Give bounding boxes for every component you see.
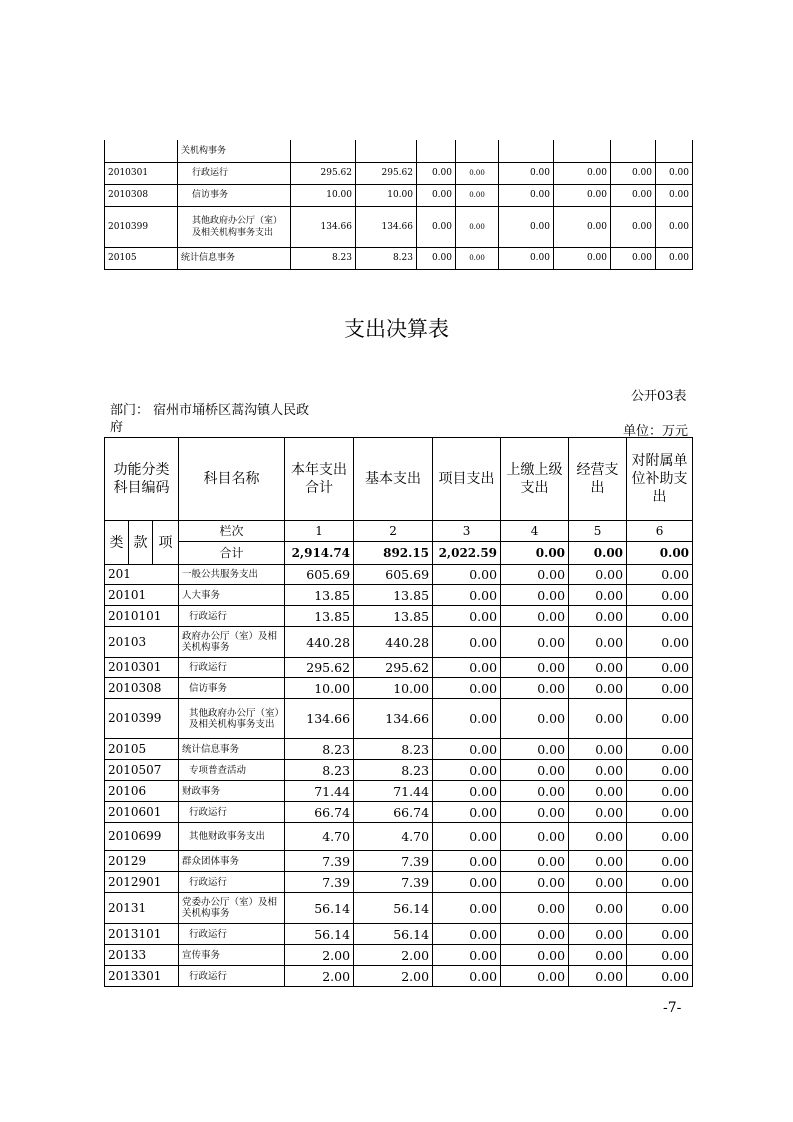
table-row xyxy=(105,585,693,606)
value-cell: 0.00 xyxy=(656,184,693,206)
value-cell: 0.00 xyxy=(417,184,456,206)
value-cell: 134.66 xyxy=(291,206,356,247)
table-row xyxy=(105,606,693,627)
value-cell: 0.00 xyxy=(501,945,569,966)
value-cell: 440.28 xyxy=(285,627,354,658)
sub-header-kuan: 款 xyxy=(129,521,153,565)
value-cell: 0.00 xyxy=(627,678,693,699)
value-cell: 0.00 xyxy=(627,606,693,627)
value-cell: 0.00 xyxy=(627,699,693,739)
value-cell: 0.00 xyxy=(627,658,693,678)
column-index: 1 xyxy=(285,521,354,542)
value-cell: 2.00 xyxy=(285,966,354,987)
value-cell: 0.00 xyxy=(627,966,693,987)
table-row xyxy=(105,851,693,872)
value-cell: 0.00 xyxy=(417,247,456,269)
value-cell: 440.28 xyxy=(354,627,433,658)
value-cell: 605.69 xyxy=(285,565,354,585)
value-cell: 10.00 xyxy=(356,184,417,206)
value-cell: 0.00 xyxy=(569,872,627,893)
value-cell xyxy=(611,140,656,162)
value-cell: 0.00 xyxy=(554,162,611,184)
name-cell: 群众团体事务 xyxy=(179,851,285,872)
value-cell: 71.44 xyxy=(285,781,354,802)
value-cell: 7.39 xyxy=(354,872,433,893)
table-row xyxy=(105,893,693,924)
value-cell: 0.00 xyxy=(611,162,656,184)
total-value: 0.00 xyxy=(627,542,693,565)
value-cell: 0.00 xyxy=(656,206,693,247)
value-cell xyxy=(656,140,693,162)
value-cell: 0.00 xyxy=(627,802,693,823)
value-cell: 13.85 xyxy=(354,606,433,627)
value-cell: 0.00 xyxy=(611,206,656,247)
page-title: 支出决算表 xyxy=(344,317,449,341)
value-cell: 0.00 xyxy=(433,823,501,851)
total-value: 0.00 xyxy=(501,542,569,565)
sub-header-lei: 类 xyxy=(105,521,129,565)
value-cell: 0.00 xyxy=(499,184,554,206)
column-index: 6 xyxy=(627,521,693,542)
value-cell: 0.00 xyxy=(569,823,627,851)
value-cell: 295.62 xyxy=(356,162,417,184)
code-cell: 2010507 xyxy=(105,760,179,781)
table-row xyxy=(105,184,693,206)
value-cell: 4.70 xyxy=(354,823,433,851)
value-cell: 0.00 xyxy=(569,781,627,802)
header-name: 科目名称 xyxy=(179,438,285,521)
name-cell: 行政运行 xyxy=(179,966,285,987)
name-cell: 行政运行 xyxy=(179,872,285,893)
value-cell: 0.00 xyxy=(627,823,693,851)
value-cell: 66.74 xyxy=(285,802,354,823)
value-cell: 0.00 xyxy=(627,781,693,802)
value-cell: 0.00 xyxy=(569,699,627,739)
code-cell: 201 xyxy=(105,565,179,585)
table-row xyxy=(105,247,693,269)
unit-label: 单位：万元 xyxy=(623,424,689,439)
table-row xyxy=(105,823,693,851)
value-cell: 2.00 xyxy=(285,945,354,966)
value-cell: 0.00 xyxy=(627,760,693,781)
value-cell: 56.14 xyxy=(354,893,433,924)
code-cell: 20105 xyxy=(105,739,179,760)
table-row xyxy=(105,924,693,945)
value-cell: 0.00 xyxy=(456,247,499,269)
value-cell: 0.00 xyxy=(627,627,693,658)
code-cell: 2010308 xyxy=(105,184,178,206)
total-value: 2,914.74 xyxy=(285,542,354,565)
name-cell: 行政运行 xyxy=(179,924,285,945)
value-cell: 8.23 xyxy=(354,739,433,760)
form-number: 公开03表 xyxy=(631,389,687,404)
value-cell: 0.00 xyxy=(569,760,627,781)
name-cell: 关机构事务 xyxy=(178,140,291,162)
code-cell: 2010308 xyxy=(105,678,179,699)
value-cell: 0.00 xyxy=(501,893,569,924)
code-cell: 2010699 xyxy=(105,823,179,851)
value-cell xyxy=(554,140,611,162)
name-cell: 信访事务 xyxy=(179,678,285,699)
expenditure-table xyxy=(104,437,693,987)
column-index: 5 xyxy=(569,521,627,542)
value-cell: 0.00 xyxy=(611,247,656,269)
value-cell: 0.00 xyxy=(499,206,554,247)
code-cell: 2013301 xyxy=(105,966,179,987)
name-cell: 人大事务 xyxy=(179,585,285,606)
code-cell: 2013101 xyxy=(105,924,179,945)
table-row xyxy=(105,162,693,184)
value-cell xyxy=(356,140,417,162)
value-cell: 0.00 xyxy=(501,781,569,802)
value-cell: 0.00 xyxy=(569,893,627,924)
column-index: 3 xyxy=(433,521,501,542)
value-cell: 0.00 xyxy=(456,184,499,206)
value-cell: 0.00 xyxy=(627,924,693,945)
header-total: 本年支出合计 xyxy=(285,438,354,521)
value-cell: 0.00 xyxy=(554,184,611,206)
code-cell xyxy=(105,140,178,162)
value-cell: 0.00 xyxy=(501,699,569,739)
table-row xyxy=(105,966,693,987)
name-cell: 统计信息事务 xyxy=(178,247,291,269)
value-cell: 0.00 xyxy=(501,627,569,658)
value-cell: 0.00 xyxy=(569,627,627,658)
table-row xyxy=(105,781,693,802)
value-cell: 0.00 xyxy=(501,851,569,872)
value-cell: 7.39 xyxy=(285,872,354,893)
value-cell: 0.00 xyxy=(501,924,569,945)
value-cell: 295.62 xyxy=(285,658,354,678)
table-row xyxy=(105,678,693,699)
code-cell: 2010399 xyxy=(105,699,179,739)
value-cell: 8.23 xyxy=(356,247,417,269)
code-cell: 20103 xyxy=(105,627,179,658)
table-row xyxy=(105,802,693,823)
code-cell: 20131 xyxy=(105,893,179,924)
page-number: -7- xyxy=(663,1000,682,1016)
value-cell: 8.23 xyxy=(285,760,354,781)
value-cell: 2.00 xyxy=(354,945,433,966)
header-remit: 上缴上级支出 xyxy=(501,438,569,521)
value-cell: 13.85 xyxy=(285,585,354,606)
name-cell: 行政运行 xyxy=(179,802,285,823)
table-row xyxy=(105,627,693,658)
value-cell: 0.00 xyxy=(433,802,501,823)
code-cell: 2010399 xyxy=(105,206,178,247)
value-cell: 0.00 xyxy=(433,924,501,945)
column-index: 4 xyxy=(501,521,569,542)
value-cell: 0.00 xyxy=(433,781,501,802)
value-cell: 0.00 xyxy=(627,945,693,966)
value-cell: 0.00 xyxy=(433,606,501,627)
value-cell: 0.00 xyxy=(569,966,627,987)
value-cell: 0.00 xyxy=(433,627,501,658)
code-cell: 2010301 xyxy=(105,162,178,184)
value-cell: 0.00 xyxy=(627,893,693,924)
value-cell: 0.00 xyxy=(569,678,627,699)
value-cell: 0.00 xyxy=(433,872,501,893)
value-cell: 0.00 xyxy=(433,760,501,781)
column-index-label: 栏次 xyxy=(179,521,285,542)
value-cell: 0.00 xyxy=(433,658,501,678)
total-value: 0.00 xyxy=(569,542,627,565)
code-cell: 2010301 xyxy=(105,658,179,678)
value-cell: 0.00 xyxy=(433,678,501,699)
value-cell: 0.00 xyxy=(569,945,627,966)
code-cell: 20129 xyxy=(105,851,179,872)
value-cell: 0.00 xyxy=(499,162,554,184)
value-cell: 0.00 xyxy=(569,658,627,678)
code-cell: 2012901 xyxy=(105,872,179,893)
value-cell: 0.00 xyxy=(656,162,693,184)
value-cell: 0.00 xyxy=(501,606,569,627)
value-cell: 8.23 xyxy=(354,760,433,781)
value-cell: 0.00 xyxy=(433,851,501,872)
name-cell: 其他政府办公厅（室）及相关机构事务支出 xyxy=(179,699,285,739)
value-cell: 0.00 xyxy=(569,565,627,585)
value-cell: 66.74 xyxy=(354,802,433,823)
value-cell: 0.00 xyxy=(417,206,456,247)
value-cell: 10.00 xyxy=(291,184,356,206)
value-cell: 134.66 xyxy=(285,699,354,739)
value-cell xyxy=(456,140,499,162)
header-project: 项目支出 xyxy=(433,438,501,521)
table-row xyxy=(105,565,693,585)
value-cell: 0.00 xyxy=(501,585,569,606)
value-cell: 0.00 xyxy=(569,924,627,945)
name-cell: 专项普查活动 xyxy=(179,760,285,781)
value-cell xyxy=(291,140,356,162)
value-cell: 0.00 xyxy=(501,872,569,893)
table-row xyxy=(105,945,693,966)
total-value: 2,022.59 xyxy=(433,542,501,565)
value-cell: 10.00 xyxy=(285,678,354,699)
table-row xyxy=(105,872,693,893)
value-cell: 0.00 xyxy=(501,739,569,760)
department-label: 部门： 宿州市埇桥区蒿沟镇人民政府 xyxy=(110,403,310,435)
value-cell: 295.62 xyxy=(291,162,356,184)
value-cell: 0.00 xyxy=(433,945,501,966)
total-label: 合计 xyxy=(179,542,285,565)
name-cell: 宣传事务 xyxy=(179,945,285,966)
value-cell: 56.14 xyxy=(354,924,433,945)
code-cell: 2010101 xyxy=(105,606,179,627)
value-cell: 7.39 xyxy=(285,851,354,872)
value-cell: 0.00 xyxy=(656,247,693,269)
value-cell: 0.00 xyxy=(569,739,627,760)
table-row xyxy=(105,699,693,739)
table-row xyxy=(105,206,693,247)
sub-header-xiang: 项 xyxy=(153,521,179,565)
name-cell: 统计信息事务 xyxy=(179,739,285,760)
value-cell: 0.00 xyxy=(433,739,501,760)
value-cell: 0.00 xyxy=(433,966,501,987)
name-cell: 行政运行 xyxy=(178,162,291,184)
value-cell: 56.14 xyxy=(285,924,354,945)
name-cell: 其他政府办公厅（室）及相关机构事务支出 xyxy=(178,206,291,247)
name-cell: 一般公共服务支出 xyxy=(179,565,285,585)
table-row xyxy=(105,140,693,162)
code-cell: 20133 xyxy=(105,945,179,966)
header-basic: 基本支出 xyxy=(354,438,433,521)
value-cell: 0.00 xyxy=(501,658,569,678)
value-cell: 10.00 xyxy=(354,678,433,699)
value-cell: 8.23 xyxy=(291,247,356,269)
table-row xyxy=(105,739,693,760)
name-cell: 信访事务 xyxy=(178,184,291,206)
value-cell: 0.00 xyxy=(554,247,611,269)
code-cell: 2010601 xyxy=(105,802,179,823)
value-cell: 0.00 xyxy=(611,184,656,206)
value-cell: 0.00 xyxy=(569,851,627,872)
value-cell xyxy=(417,140,456,162)
value-cell: 0.00 xyxy=(501,823,569,851)
header-subsidy: 对附属单位补助支出 xyxy=(627,438,693,521)
value-cell: 0.00 xyxy=(627,851,693,872)
value-cell: 71.44 xyxy=(354,781,433,802)
value-cell: 2.00 xyxy=(354,966,433,987)
name-cell: 行政运行 xyxy=(179,658,285,678)
value-cell: 295.62 xyxy=(354,658,433,678)
code-cell: 20105 xyxy=(105,247,178,269)
value-cell: 0.00 xyxy=(433,565,501,585)
value-cell: 0.00 xyxy=(501,565,569,585)
name-cell: 其他财政事务支出 xyxy=(179,823,285,851)
value-cell: 0.00 xyxy=(433,585,501,606)
value-cell: 7.39 xyxy=(354,851,433,872)
column-index: 2 xyxy=(354,521,433,542)
name-cell: 财政事务 xyxy=(179,781,285,802)
value-cell: 0.00 xyxy=(433,699,501,739)
value-cell: 0.00 xyxy=(501,678,569,699)
continued-table xyxy=(104,140,693,270)
value-cell: 0.00 xyxy=(499,247,554,269)
value-cell: 0.00 xyxy=(456,162,499,184)
value-cell: 134.66 xyxy=(354,699,433,739)
total-value: 892.15 xyxy=(354,542,433,565)
value-cell: 0.00 xyxy=(501,966,569,987)
table-row xyxy=(105,760,693,781)
value-cell: 0.00 xyxy=(456,206,499,247)
header-operating: 经营支出 xyxy=(569,438,627,521)
header-code: 功能分类科目编码 xyxy=(105,438,179,521)
value-cell: 0.00 xyxy=(501,760,569,781)
name-cell: 党委办公厅（室）及相关机构事务 xyxy=(179,893,285,924)
value-cell: 0.00 xyxy=(569,606,627,627)
value-cell: 13.85 xyxy=(285,606,354,627)
value-cell: 4.70 xyxy=(285,823,354,851)
value-cell: 0.00 xyxy=(417,162,456,184)
value-cell: 8.23 xyxy=(285,739,354,760)
value-cell: 134.66 xyxy=(356,206,417,247)
value-cell: 0.00 xyxy=(433,893,501,924)
value-cell: 0.00 xyxy=(627,565,693,585)
table-row xyxy=(105,658,693,678)
value-cell: 0.00 xyxy=(569,802,627,823)
name-cell: 政府办公厅（室）及相关机构事务 xyxy=(179,627,285,658)
value-cell: 0.00 xyxy=(627,872,693,893)
value-cell: 0.00 xyxy=(627,739,693,760)
value-cell: 13.85 xyxy=(354,585,433,606)
value-cell: 0.00 xyxy=(554,206,611,247)
value-cell: 0.00 xyxy=(569,585,627,606)
code-cell: 20101 xyxy=(105,585,179,606)
value-cell: 0.00 xyxy=(627,585,693,606)
value-cell xyxy=(499,140,554,162)
value-cell: 56.14 xyxy=(285,893,354,924)
code-cell: 20106 xyxy=(105,781,179,802)
value-cell: 0.00 xyxy=(501,802,569,823)
value-cell: 605.69 xyxy=(354,565,433,585)
name-cell: 行政运行 xyxy=(179,606,285,627)
